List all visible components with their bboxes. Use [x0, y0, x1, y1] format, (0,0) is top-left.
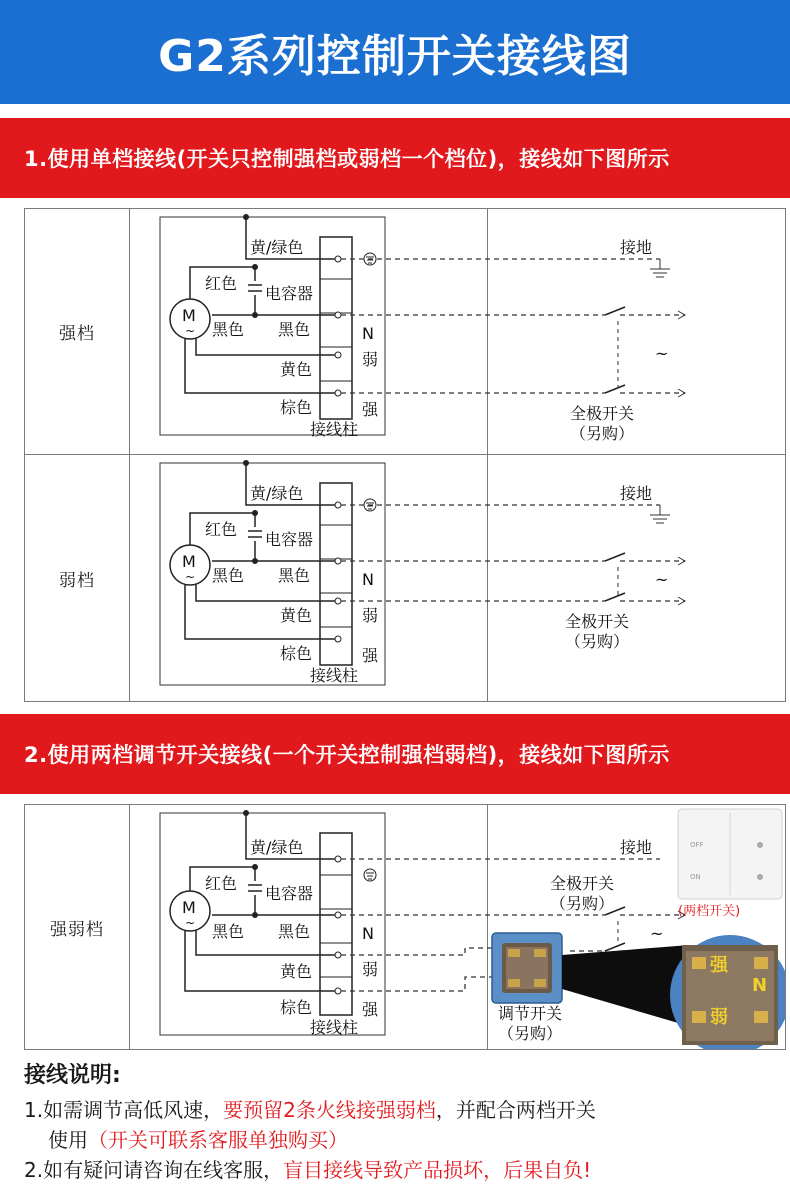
row-label-strong: 强档	[25, 209, 130, 454]
label-purchase-separately: （另购）	[565, 632, 630, 651]
row-strong	[25, 209, 785, 455]
label-yellow-green: 黄/绿色	[250, 484, 304, 503]
zoom-label-n: N	[752, 975, 768, 996]
label-yellow-green: 黄/绿色	[250, 238, 304, 257]
note-2-warning: （开关可联系客服单独购买）	[88, 1128, 348, 1152]
label-brown: 棕色	[280, 644, 313, 663]
label-yellow: 黄色	[280, 360, 313, 379]
motor-tilde: ~	[185, 916, 196, 930]
label-terminal-block: 接线柱	[310, 1018, 359, 1037]
row-weak	[25, 455, 785, 701]
header-banner	[0, 0, 790, 104]
section-1-title: 1.使用单档接线(开关只控制强档或弱档一个档位)，接线如下图所示	[24, 147, 670, 171]
ac-tilde: ~	[650, 924, 664, 943]
two-gear-panel-photo	[678, 809, 782, 899]
label-strong: 强	[362, 1000, 379, 1019]
label-black-motor: 黑色	[212, 566, 245, 585]
wiring-diagram-weak	[130, 455, 785, 701]
label-capacitor: 电容器	[265, 284, 314, 303]
note-3-warning: 盲目接线导致产品损坏，后果自负!	[283, 1158, 592, 1182]
label-ground: 接地	[620, 838, 653, 857]
zoom-label-weak: 弱	[710, 1007, 728, 1028]
note-line-2	[24, 1125, 790, 1155]
notes-heading: 接线说明:	[24, 1063, 121, 1088]
label-black-terminal: 黑色	[278, 922, 311, 941]
wiring-table-two-gear	[24, 804, 786, 1050]
label-brown: 棕色	[280, 998, 313, 1017]
label-main-switch: 全极开关	[550, 874, 615, 893]
label-n: N	[362, 324, 374, 343]
motor-label: M	[182, 552, 196, 571]
label-yellow: 黄色	[280, 606, 313, 625]
label-red: 红色	[205, 874, 238, 893]
label-capacitor: 电容器	[265, 884, 314, 903]
note-1-text-b: ，并配合两档开关	[435, 1098, 596, 1122]
note-2-text: 使用	[48, 1128, 88, 1152]
note-line-3	[24, 1155, 790, 1185]
label-yellow-green: 黄/绿色	[250, 838, 304, 857]
zoom-label-strong: 强	[710, 955, 728, 976]
label-main-switch: 全极开关	[565, 612, 630, 631]
label-black-motor: 黑色	[212, 922, 245, 941]
label-weak: 弱	[362, 350, 379, 369]
label-weak: 弱	[362, 960, 379, 979]
label-terminal-block: 接线柱	[310, 666, 359, 685]
label-two-gear-switch: (两档开关)	[678, 904, 741, 919]
row-label-strong-weak: 强弱档	[25, 805, 130, 1049]
label-n: N	[362, 924, 374, 943]
label-black-terminal: 黑色	[278, 566, 311, 585]
motor-label: M	[182, 898, 196, 917]
label-adjust-switch: 调节开关	[498, 1004, 563, 1023]
ac-tilde: ~	[655, 344, 669, 363]
label-main-switch: 全极开关	[570, 404, 635, 423]
label-weak: 弱	[362, 606, 379, 625]
panel-on-label: ON	[690, 873, 701, 881]
wiring-diagram-strong	[130, 209, 785, 454]
label-capacitor: 电容器	[265, 530, 314, 549]
row-label-weak: 弱档	[25, 455, 130, 701]
motor-tilde: ~	[185, 570, 196, 584]
page-title: G2系列控制开关接线图	[158, 31, 632, 82]
label-purchase-separately-2: （另购）	[498, 1024, 563, 1043]
motor-label: M	[182, 306, 196, 325]
panel-off-label: OFF	[690, 841, 704, 849]
label-n: N	[362, 570, 374, 589]
label-strong: 强	[362, 646, 379, 665]
label-brown: 棕色	[280, 398, 313, 417]
label-strong: 强	[362, 400, 379, 419]
label-black-terminal: 黑色	[278, 320, 311, 339]
wiring-notes	[24, 1058, 790, 1185]
note-1-text: 1.如需调节高低风速，	[24, 1098, 224, 1122]
label-purchase-separately: （另购）	[550, 894, 615, 913]
wiring-table-single	[24, 208, 786, 702]
label-red: 红色	[205, 520, 238, 539]
label-ground: 接地	[620, 238, 653, 257]
motor-tilde: ~	[185, 324, 196, 338]
note-line-1	[24, 1095, 790, 1125]
label-yellow: 黄色	[280, 962, 313, 981]
label-terminal-block: 接线柱	[310, 420, 359, 439]
adjust-switch-photo	[492, 933, 562, 1003]
label-ground: 接地	[620, 484, 653, 503]
label-black-motor: 黑色	[212, 320, 245, 339]
label-purchase-separately: （另购）	[570, 424, 635, 443]
section-1-banner	[0, 118, 790, 198]
label-red: 红色	[205, 274, 238, 293]
zoomed-switch-circle	[670, 935, 785, 1049]
row-strong-weak	[25, 805, 785, 1049]
ac-tilde: ~	[655, 570, 669, 589]
section-2-banner	[0, 714, 790, 794]
section-2-title: 2.使用两档调节开关接线(一个开关控制强档弱档)，接线如下图所示	[24, 743, 670, 767]
wiring-diagram-two-gear	[130, 805, 785, 1049]
note-1-warning: 要预留2条火线接强弱档	[223, 1098, 436, 1122]
note-3-text: 2.如有疑问请咨询在线客服，	[24, 1158, 284, 1182]
